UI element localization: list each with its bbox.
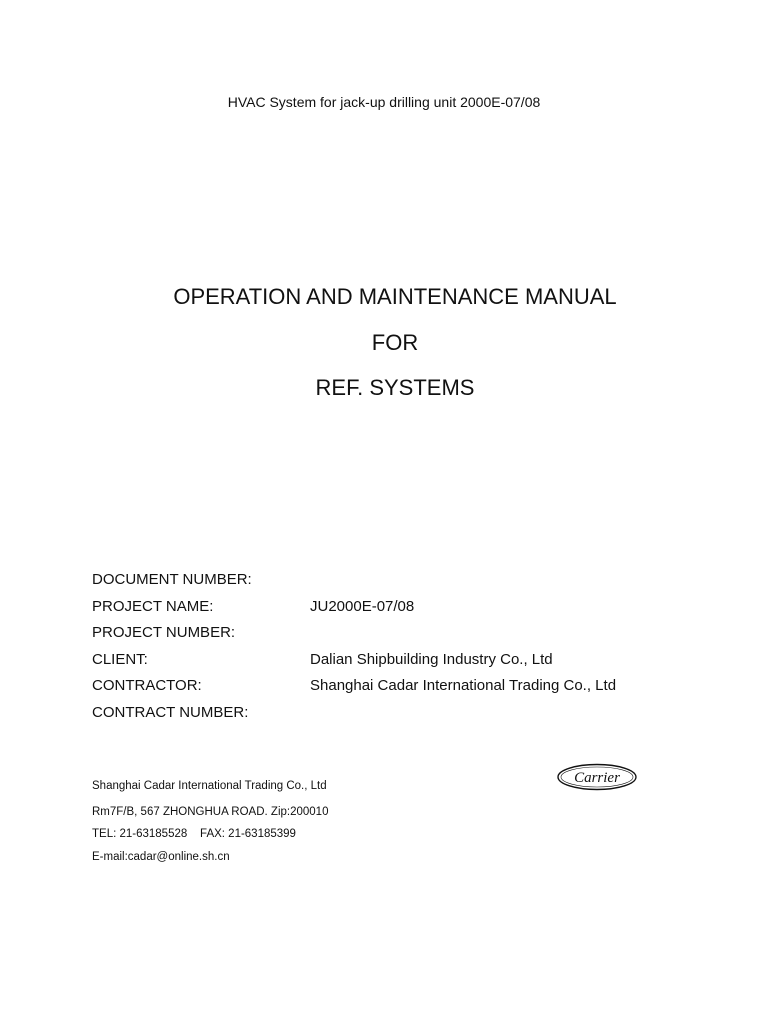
detail-label: DOCUMENT NUMBER: (92, 571, 252, 588)
detail-value: Dalian Shipbuilding Industry Co., Ltd (310, 650, 553, 668)
detail-label: PROJECT NAME: (92, 597, 214, 615)
manual-title-line-2: FOR (371, 330, 419, 355)
detail-label: CONTRACT NUMBER: (92, 703, 249, 721)
detail-label: PROJECT NUMBER: (92, 624, 236, 641)
document-header: HVAC System for jack-up drilling unit 2000E-07/08 (227, 94, 541, 110)
company-name: Shanghai Cadar International Trading Co., Ltd (92, 780, 327, 792)
carrier-logo-text: Carrier (574, 770, 620, 786)
detail-value: Shanghai Cadar International Trading Co., Ltd (310, 677, 617, 694)
detail-label: CLIENT: (92, 650, 148, 668)
detail-label: CONTRACTOR: (92, 677, 202, 694)
company-email: E-mail:cadar@online.sh.cn (92, 851, 230, 863)
carrier-logo (557, 763, 637, 791)
company-address: Rm7F/B, 567 ZHONGHUA ROAD. Zip:200010 (92, 806, 329, 818)
manual-title-line-1: OPERATION AND MAINTENANCE MANUAL (173, 284, 617, 309)
company-phone-fax: TEL: 21-63185528 FAX: 21-63185399 (92, 828, 296, 840)
manual-title-line-3: REF. SYSTEMS (315, 375, 475, 400)
detail-value: JU2000E-07/08 (310, 597, 415, 615)
